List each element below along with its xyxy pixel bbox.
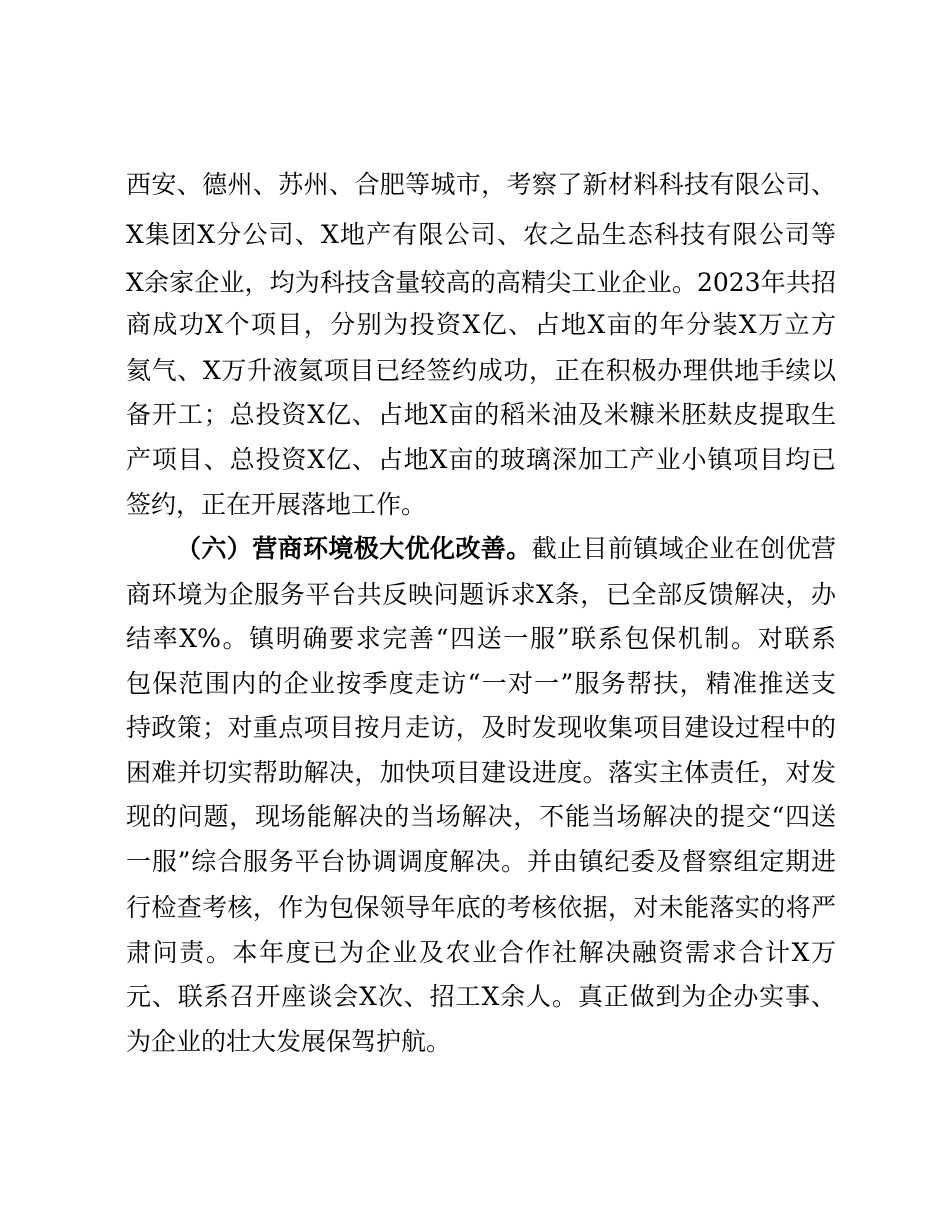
text-line: 商成功X个项目，分别为投资X亿、占地X亩的年分装X万立方 — [126, 310, 836, 339]
text-span: 截止目前镇域企业在创优营 — [531, 534, 836, 563]
text-line: 肃问责。本年度已为企业及农业合作社解决融资需求合计X万 — [126, 938, 836, 967]
text-line: 西安、德州、苏州、合肥等城市，考察了新材料科技有限公司、 — [126, 170, 836, 199]
text-line-first — [176, 527, 836, 571]
text-line: 困难并切实帮助解决，加快项目建设进度。落实主体责任，对发 — [126, 758, 836, 787]
text-line: 行检查考核，作为包保领导年底的考核依据，对未能落实的将严 — [126, 893, 836, 922]
text-line: 元、联系召开座谈会X次、招工X余人。真正做到为企办实事、 — [126, 982, 836, 1011]
text-line: 包保范围内的企业按季度走访“一对一”服务帮扶，精准推送支 — [126, 669, 836, 698]
text-line: 产项目、总投资X亿、占地X亩的玻璃深加工产业小镇项目均已 — [126, 445, 836, 474]
text-line: 一服”综合服务平台协调调度解决。并由镇纪委及督察组定期进 — [126, 847, 836, 876]
text-line: 商环境为企服务平台共反映问题诉求X条，已全部反馈解决，办 — [126, 580, 836, 609]
text-line: X余家企业，均为科技含量较高的高精尖工业企业。2023年共招 — [126, 268, 836, 297]
text-line: 签约，正在开展落地工作。 — [126, 490, 427, 519]
text-line: 氦气、X万升液氦项目已经签约成功，正在积极办理供地手续以 — [126, 356, 836, 385]
section-heading: （六）营商环境极大优化改善。 — [176, 534, 532, 563]
text-line: 持政策；对重点项目按月走访，及时发现收集项目建设过程中的 — [126, 713, 836, 742]
text-line: 备开工；总投资X亿、占地X亩的稻米油及米糠米胚麸皮提取生 — [126, 400, 836, 429]
text-line: 现的问题，现场能解决的当场解决，不能当场解决的提交“四送 — [126, 802, 836, 831]
text-line: 为企业的壮大发展保驾护航。 — [126, 1027, 452, 1056]
text-line: 结率X%。镇明确要求完善“四送一服”联系包保机制。对联系 — [126, 624, 836, 653]
text-line: X集团X分公司、X地产有限公司、农之品生态科技有限公司等 — [126, 220, 836, 249]
